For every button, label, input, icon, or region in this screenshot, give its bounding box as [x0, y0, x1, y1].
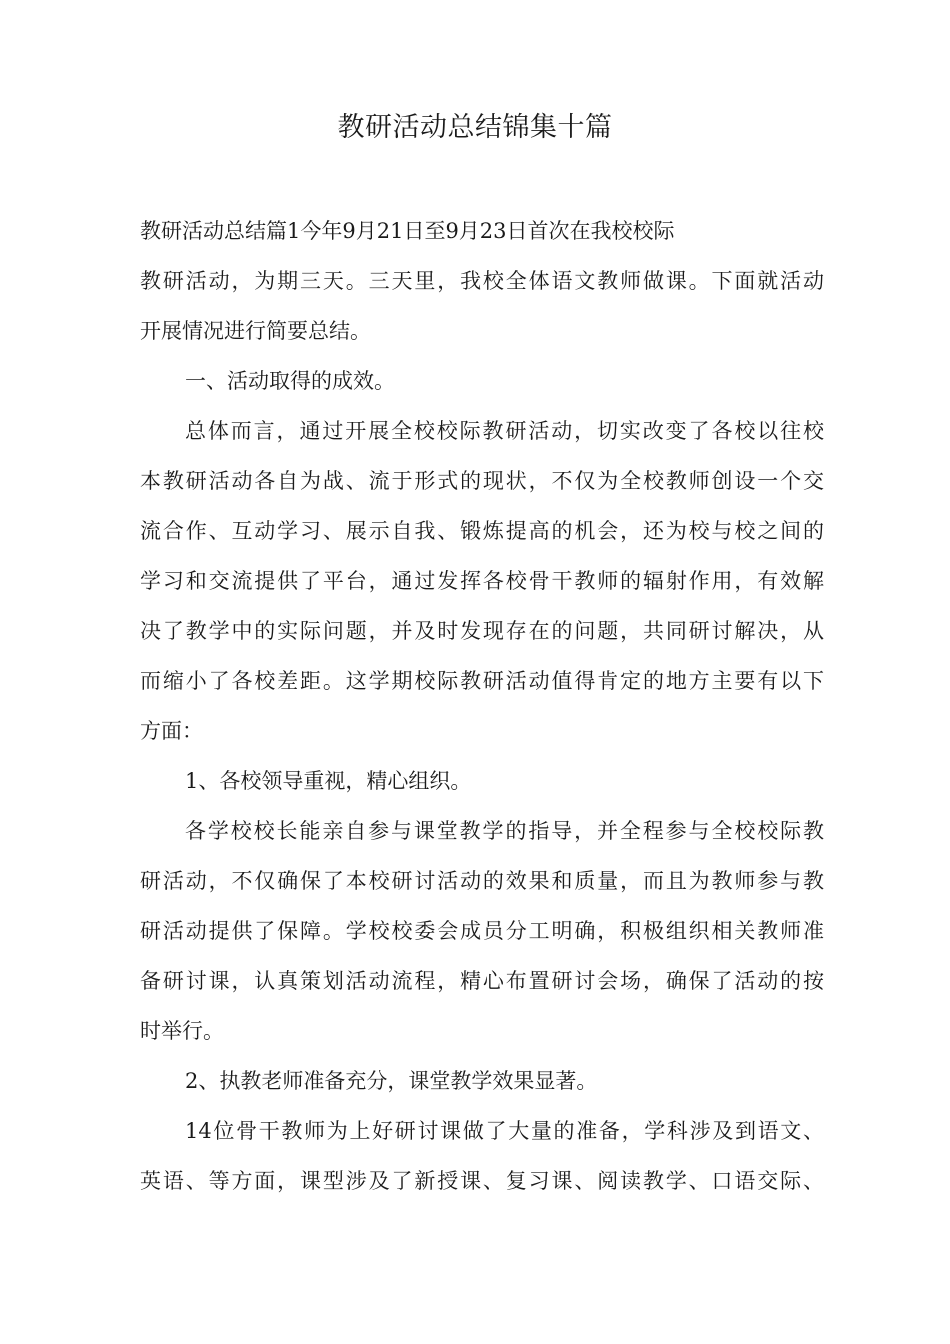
text-line: 流合作、互动学习、展示自我、锻炼提高的机会，还为校与校之间的: [140, 519, 824, 543]
subsection-heading: 2、执教老师准备充分，课堂教学效果显著。: [185, 1069, 598, 1093]
document-title: 教研活动总结锦集十篇: [337, 112, 613, 143]
text-line: 研活动，不仅确保了本校研讨活动的效果和质量，而且为教师参与教: [140, 869, 824, 893]
text-line: 14位骨干教师为上好研讨课做了大量的准备，学科涉及到语文、: [185, 1119, 824, 1143]
text-line: 时举行。: [140, 1019, 224, 1043]
text-line: 教研活动总结篇1今年9月21日至9月23日首次在我校校际: [140, 219, 675, 243]
text-line: 各学校校长能亲自参与课堂教学的指导，并全程参与全校校际教: [185, 819, 824, 843]
text-line: 英语、等方面，课型涉及了新授课、复习课、阅读教学、口语交际、: [140, 1169, 824, 1193]
text-line: 而缩小了各校差距。这学期校际教研活动值得肯定的地方主要有以下: [140, 669, 824, 693]
text-line: 总体而言，通过开展全校校际教研活动，切实改变了各校以往校: [185, 419, 824, 443]
text-line: 研活动提供了保障。学校校委会成员分工明确，积极组织相关教师准: [140, 919, 824, 943]
text-line: 开展情况进行简要总结。: [140, 319, 371, 343]
text-line: 决了教学中的实际问题，并及时发现存在的问题，共同研讨解决，从: [140, 619, 824, 643]
text-line: 方面：: [140, 719, 203, 743]
section-heading: 一、活动取得的成效。: [185, 369, 395, 393]
subsection-heading: 1、各校领导重视，精心组织。: [185, 769, 472, 793]
document-body: [140, 206, 824, 1206]
text-line: 备研讨课，认真策划活动流程，精心布置研讨会场，确保了活动的按: [140, 969, 824, 993]
text-line: 学习和交流提供了平台，通过发挥各校骨干教师的辐射作用，有效解: [140, 569, 824, 593]
text-line: 教研活动，为期三天。三天里，我校全体语文教师做课。下面就活动: [140, 269, 824, 293]
text-line: 本教研活动各自为战、流于形式的现状，不仅为全校教师创设一个交: [140, 469, 824, 493]
